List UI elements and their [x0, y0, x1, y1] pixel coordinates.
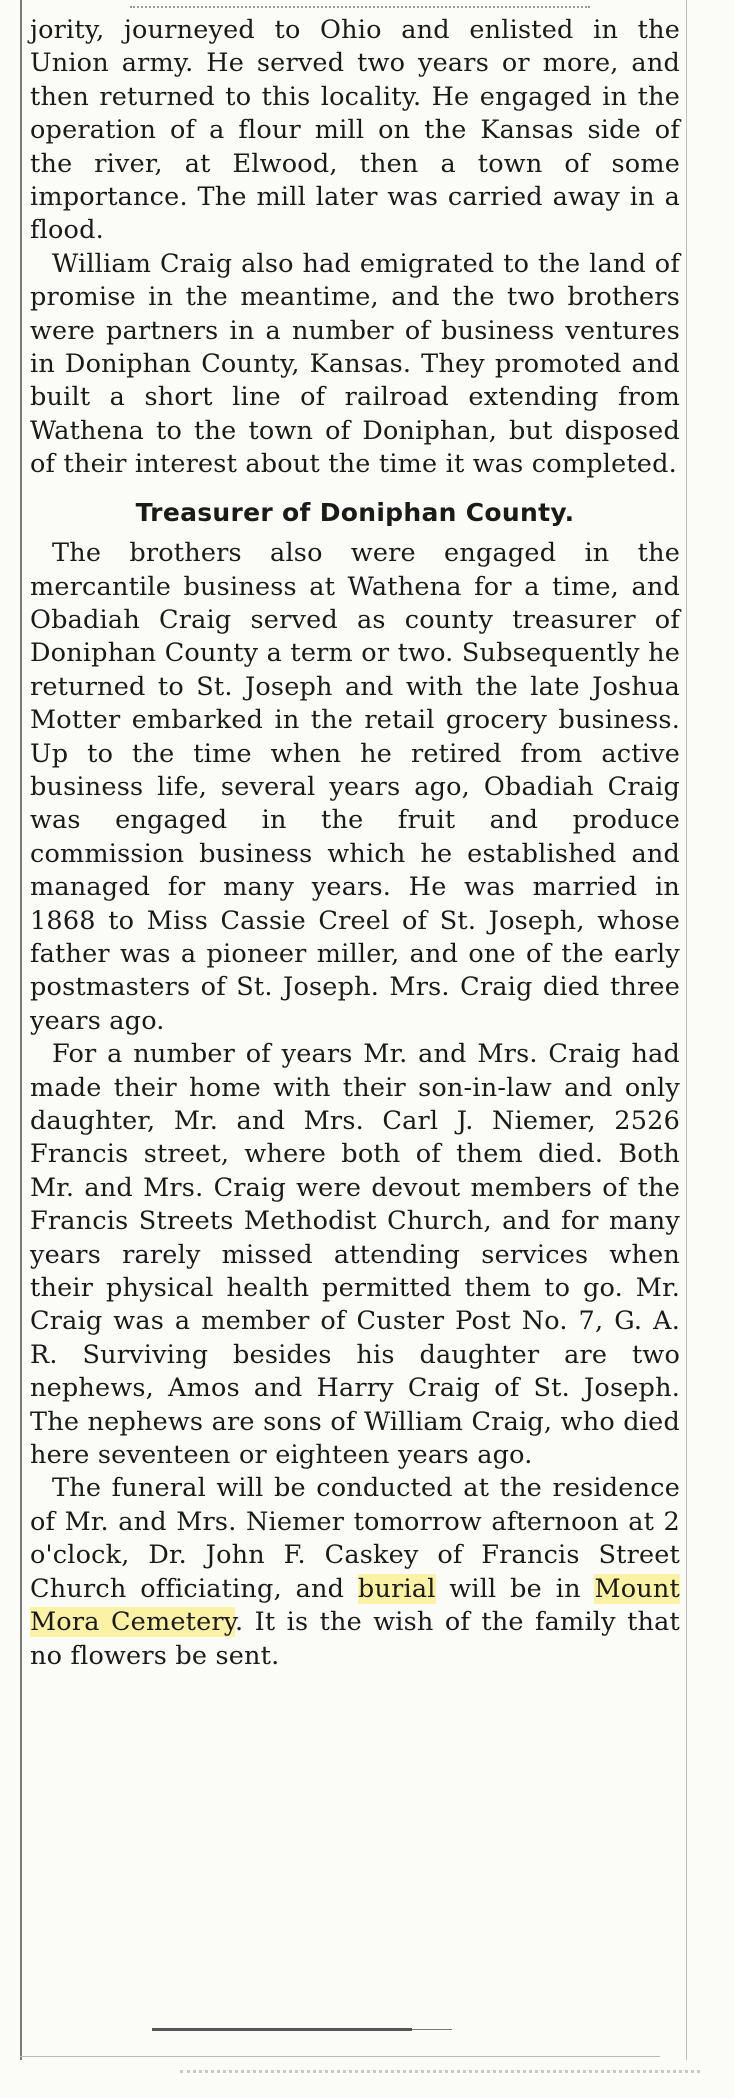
paragraph-5-part-a: The funeral will be conducted at the residence of Mr. and Mrs. Niemer tomorrow afternoon at 2 o'clock, Dr. John F. Caskey of Francis Street Church officiating, and — [30, 1473, 680, 1604]
highlight-cemetery: Mount Mora Cemetery — [30, 1573, 680, 1638]
paragraph-4: For a number of years Mr. and Mrs. Craig had made their home with their son-in-law and only daughter, Mr. and Mrs. Carl J. Niemer, 2526 Francis street, where both of them died. Both Mr. and Mrs. Craig were devout members of the Francis Streets Methodist Church, and for many years rarely missed attending services when their physical health permitted them to go. Mr. Craig was a member of Custer Post No. 7, G. A. R. Surviving besides his daughter are two nephews, Amos and Harry Craig of St. Joseph. The nephews are sons of William Craig, who died here seventeen or eighteen years ago. — [30, 1039, 680, 1471]
paragraph-3: The brothers also were engaged in the mercantile business at Wathena for a time, and Obadiah Craig served as county treasurer of Doniphan County a term or two. Subsequently he returned to St. Joseph and with the late Joshua Motter embarked in the retail grocery business. Up to the time when he retired from active business life, several years ago, Obadiah Craig was engaged in the fruit and produce commission business which he established and managed for many years. He was married in 1868 to Miss Cassie Creel of St. Joseph, whose father was a pioneer miller, and one of the early postmasters of St. Joseph. Mrs. Craig died three years ago. — [30, 538, 680, 1036]
paragraph-5-part-b: will be in — [435, 1573, 595, 1604]
article-column — [30, 14, 680, 1673]
bottom-cut-dots — [180, 2070, 700, 2087]
top-cut-edge — [130, 0, 590, 8]
paragraph-1: jority, journeyed to Ohio and enlisted in the Union army. He served two years or more, and then returned to this locality. He engaged in the operation of a flour mill on the Kansas side of the river, at Elwood, then a town of some importance. The mill later was carried away in a flood. — [30, 15, 680, 246]
column-rule-left — [20, 0, 22, 2060]
paragraph-5 — [30, 1472, 680, 1672]
highlight-burial: burial — [357, 1573, 436, 1604]
column-rule-right — [686, 0, 687, 2060]
end-rule — [152, 2028, 412, 2031]
paragraph-2: William Craig also had emigrated to the land of promise in the meantime, and the two brothers were partners in a number of business ventures in Doniphan County, Kansas. They promoted and built a short line of railroad extending from Wathena to the town of Doniphan, but disposed of their interest about the time it was completed. — [30, 248, 680, 480]
bottom-cut-line — [20, 2056, 660, 2057]
end-rule-tail — [412, 2029, 452, 2030]
subheading: Treasurer of Doniphan County. — [135, 497, 575, 527]
paragraph-5-part-c: . It is the wish of the family that no flowers be sent. — [30, 1607, 680, 1671]
